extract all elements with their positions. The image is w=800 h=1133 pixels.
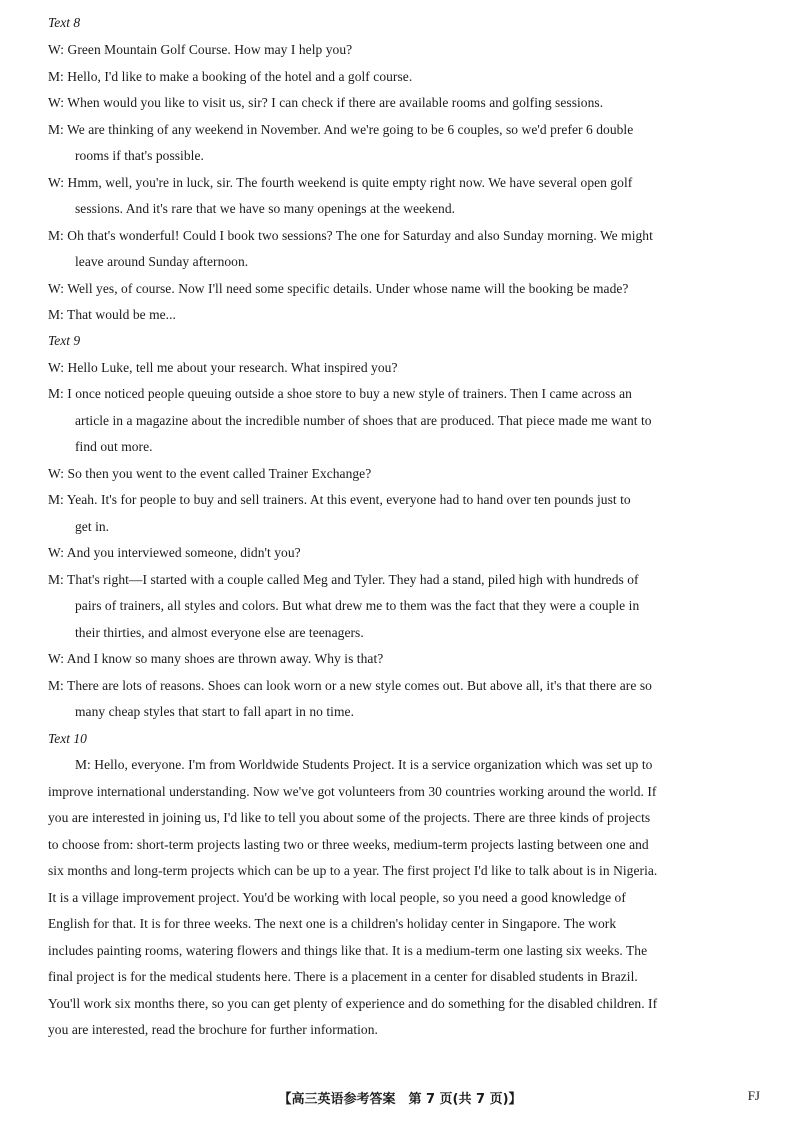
page-footer-title: 【高三英语参考答案 第 7 页(共 7 页)】 (278, 1092, 522, 1107)
monologue-line: It is a village improvement project. You'd be working with local people, so you need a good knowledge of (48, 890, 626, 905)
dialogue-line: M: I once noticed people queuing outside a shoe store to buy a new style of trainers. Then I came across an (48, 386, 632, 401)
dialogue-line-continued: article in a magazine about the incredible number of shoes that are produced. That piece made me want to (75, 413, 652, 428)
dialogue-line-continued: pairs of trainers, all styles and colors. But what drew me to them was the fact that they were a couple in (75, 598, 640, 613)
dialogue-line: W: When would you like to visit us, sir? I can check if there are available rooms and golfing sessions. (48, 95, 604, 110)
dialogue-line-continued: find out more. (75, 439, 153, 454)
monologue-line: you are interested in joining us, I'd like to tell you about some of the projects. There are three kinds of projects (48, 810, 651, 825)
monologue-line: to choose from: short-term projects lasting two or three weeks, medium-term projects lasting between one and (48, 837, 649, 852)
dialogue-line: W: And you interviewed someone, didn't you? (48, 545, 301, 560)
monologue-line: English for that. It is for three weeks. The next one is a children's holiday center in Singapore. The work (48, 916, 617, 931)
dialogue-line-continued: many cheap styles that start to fall apart in no time. (75, 704, 354, 719)
dialogue-line: W: Green Mountain Golf Course. How may I help you? (48, 42, 353, 57)
dialogue-line-continued: leave around Sunday afternoon. (75, 254, 249, 269)
dialogue-line: M: That's right—I started with a couple called Meg and Tyler. They had a stand, piled high with hundreds of (48, 572, 639, 587)
dialogue-line: M: Oh that's wonderful! Could I book two sessions? The one for Saturday and also Sunday morning. We might (48, 228, 653, 243)
dialogue-line-continued: rooms if that's possible. (75, 148, 204, 163)
monologue-line: improve international understanding. Now we've got volunteers from 30 countries working around the world. If (48, 784, 657, 799)
dialogue-line: M: There are lots of reasons. Shoes can look worn or a new style comes out. But above all, it's that there are so (48, 678, 652, 693)
dialogue-line: W: Well yes, of course. Now I'll need some specific details. Under whose name will the booking be made? (48, 281, 629, 296)
dialogue-line-continued: get in. (75, 519, 110, 534)
dialogue-line: W: So then you went to the event called Trainer Exchange? (48, 466, 372, 481)
dialogue-line: M: That would be me... (48, 307, 176, 322)
dialogue-line: W: Hmm, well, you're in luck, sir. The fourth weekend is quite empty right now. We have several open golf (48, 175, 633, 190)
monologue-line: You'll work six months there, so you can get plenty of experience and do something for the disabled children. If (48, 996, 658, 1011)
monologue-line: you are interested, read the brochure for further information. (48, 1022, 378, 1037)
dialogue-line: M: Hello, I'd like to make a booking of the hotel and a golf course. (48, 69, 413, 84)
page-footer-code: FJ (747, 1088, 760, 1103)
monologue-line: includes painting rooms, watering flowers and things like that. It is a medium-term one lasting six weeks. The (48, 943, 648, 958)
text8-title: Text 8 (48, 15, 81, 30)
dialogue-line: W: Hello Luke, tell me about your research. What inspired you? (48, 360, 398, 375)
monologue-line: M: Hello, everyone. I'm from Worldwide Students Project. It is a service organization which was set up to (75, 757, 653, 772)
dialogue-line: M: Yeah. It's for people to buy and sell trainers. At this event, everyone had to hand over ten pounds just to (48, 492, 631, 507)
text10-title: Text 10 (48, 731, 87, 746)
monologue-line: final project is for the medical students here. There is a placement in a center for disabled students in Brazil. (48, 969, 638, 984)
monologue-line: six months and long-term projects which can be up to a year. The first project I'd like to talk about is in Nigeria. (48, 863, 658, 878)
dialogue-line-continued: sessions. And it's rare that we have so many openings at the weekend. (75, 201, 456, 216)
text9-title: Text 9 (48, 333, 81, 348)
dialogue-line-continued: their thirties, and almost everyone else are teenagers. (75, 625, 364, 640)
dialogue-line: W: And I know so many shoes are thrown away. Why is that? (48, 651, 384, 666)
dialogue-line: M: We are thinking of any weekend in November. And we're going to be 6 couples, so we'd prefer 6 double (48, 122, 634, 137)
